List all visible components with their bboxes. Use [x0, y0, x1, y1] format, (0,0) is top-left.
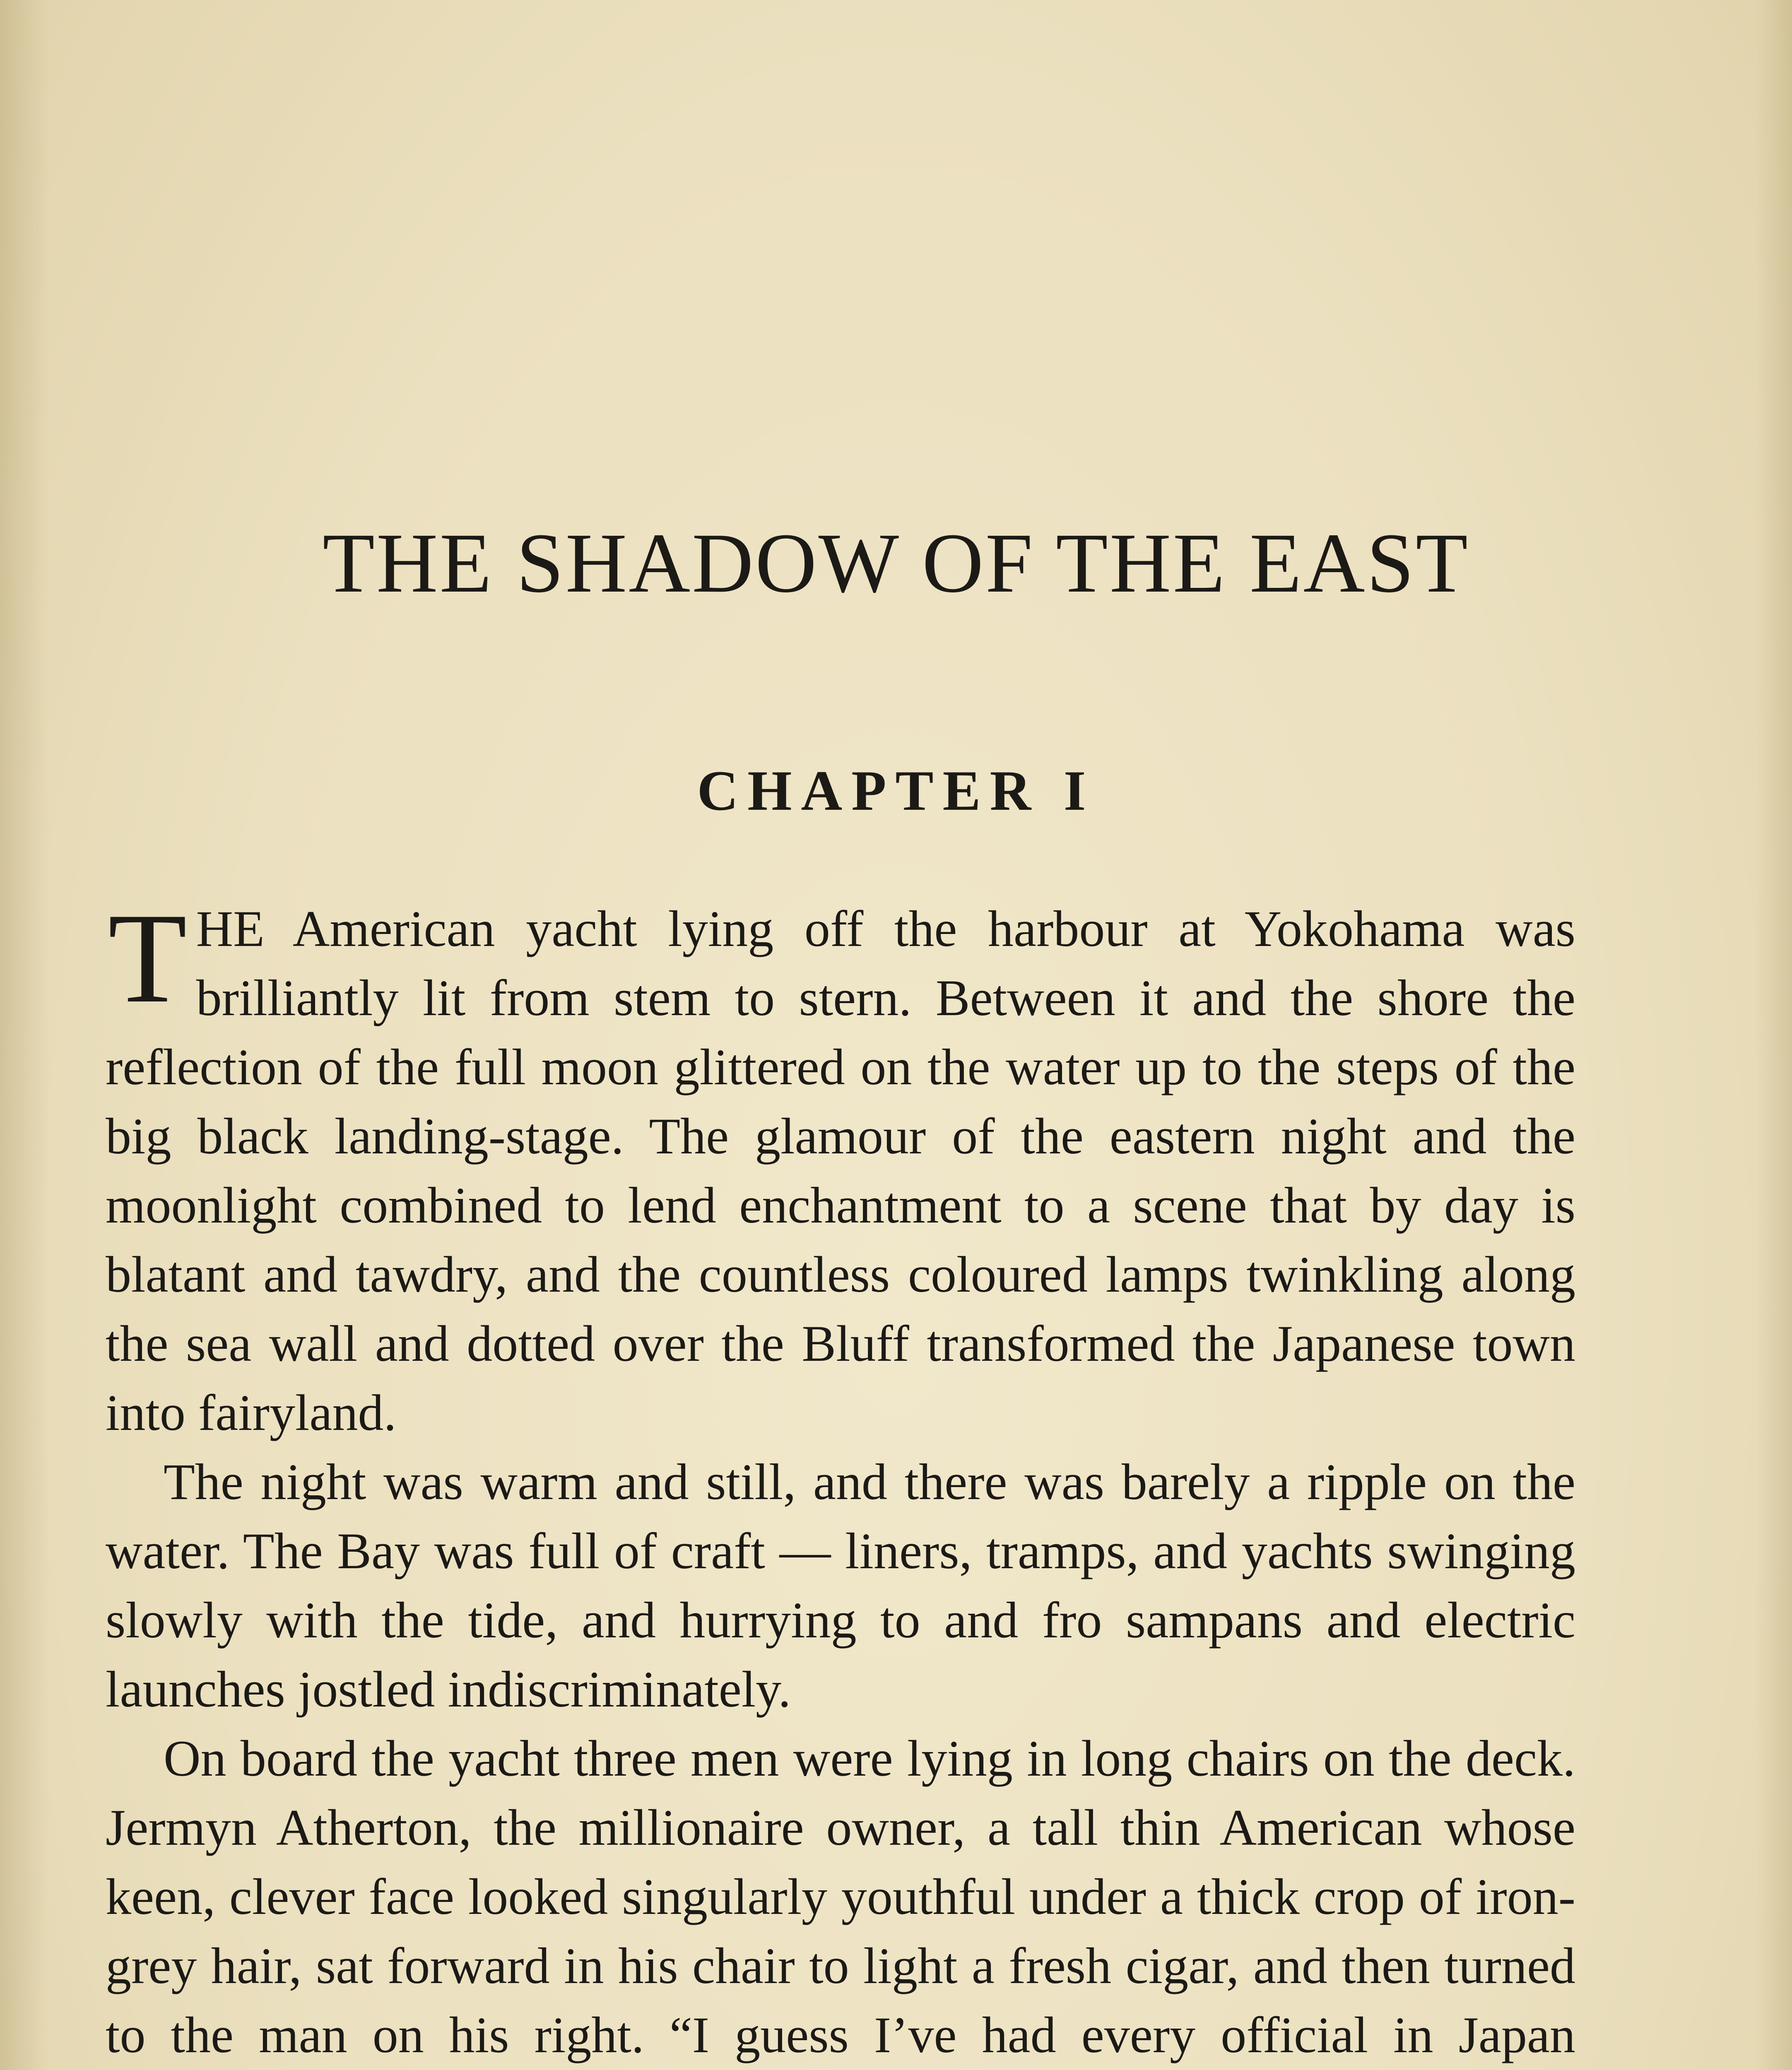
page-edge-shadow-left	[0, 0, 50, 2070]
paragraph-yacht-deck: On board the yacht three men were lying in long chairs on the deck. Jermyn Atherton, the millionaire owner, a tall thin American whose keen, clever face looked singularly youthful under a thick crop of iron-grey hair, sat forward in his chair to light a fresh cigar, and then turned to the man on his right. “I guess I’ve had every official in Japan	[106, 1730, 1575, 2063]
opening-paragraph-text: American yacht lying off the harbour at Yokohama was brilliantly lit from stem to stern. Between it and the shore the reflection of the full moon glittered on the water up to the steps of the big black landing-stage. The glamour of the eastern night and the moonlight combined to lend enchantment to a scene that by day is blatant and tawdry, and the countless coloured lamps twinkling along the sea wall and dotted over the Bluff transformed the Japanese town into fairyland.	[106, 900, 1575, 1441]
book-title: THE SHADOW OF THE EAST	[323, 515, 1469, 610]
paragraph-night: The night was warm and still, and there was barely a ripple on the water. The Bay was full of craft — liners, tramps, and yachts swinging slowly with the tide, and hurrying to and fro sampans and electric launches jostled indiscriminately.	[106, 1454, 1575, 1718]
opening-paragraph	[106, 887, 1575, 1447]
chapter-heading: CHAPTER I	[697, 759, 1095, 822]
opening-word-rest: HE	[196, 900, 265, 957]
chapter-body	[106, 887, 1575, 2070]
page-edge-shadow-right	[1755, 0, 1792, 2070]
drop-cap-letter: T	[108, 887, 187, 1030]
